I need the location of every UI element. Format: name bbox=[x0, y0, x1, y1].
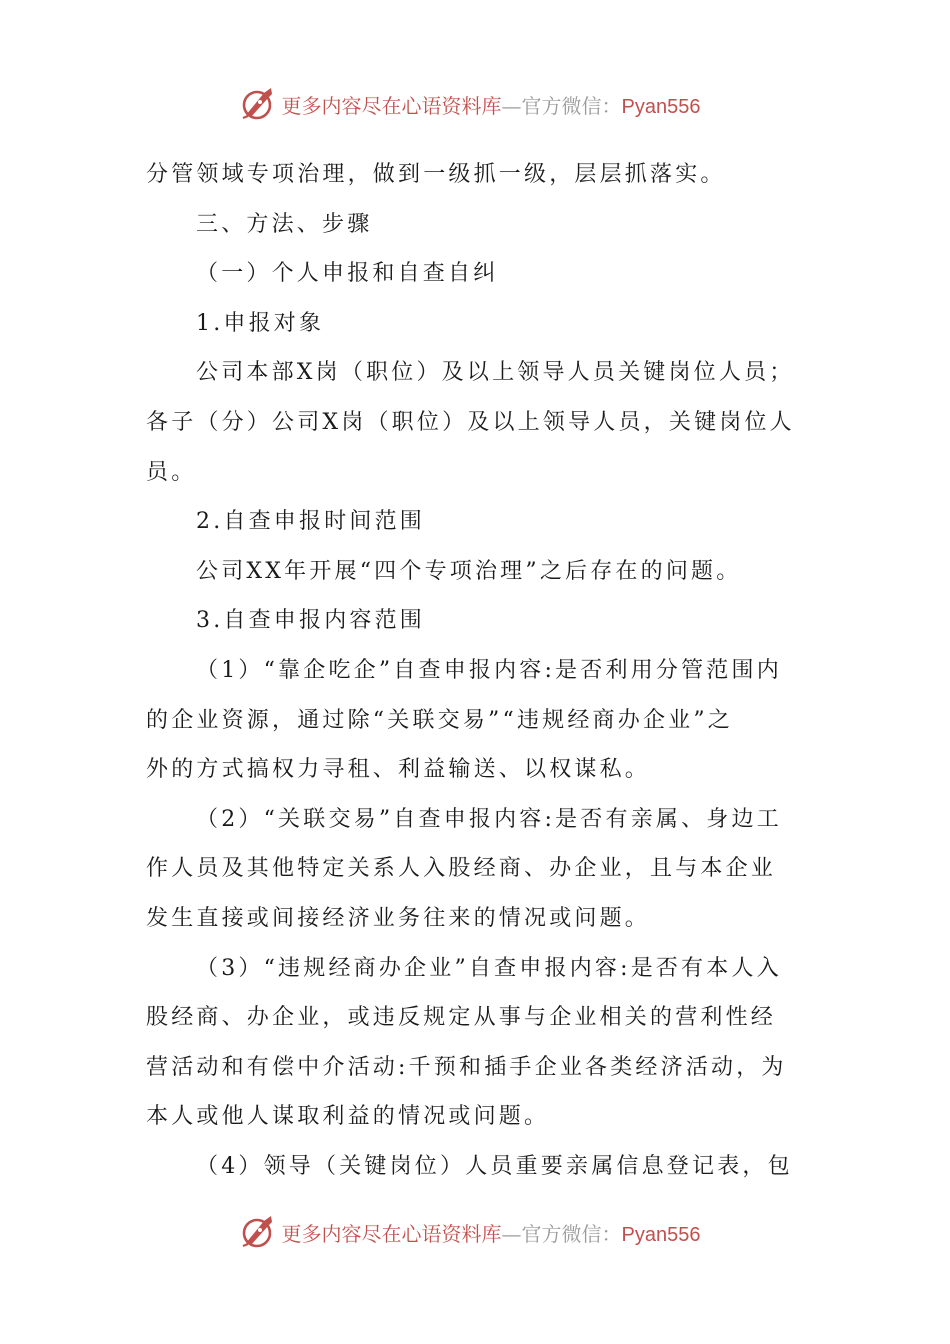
body-line: （1）“靠企吃企”自查申报内容:是否利用分管范围内 bbox=[196, 657, 782, 683]
body-line: 营活动和有偿中介活动:千预和插手企业各类经济活动，为 bbox=[146, 1054, 787, 1080]
banner-wechat-label: 官方微信： bbox=[521, 1221, 622, 1246]
item-heading: 3.自查申报内容范围 bbox=[196, 608, 425, 634]
pen-nib-circle-icon bbox=[238, 85, 276, 123]
banner-handle: Pyan556 bbox=[621, 95, 701, 118]
body-line: 本人或他人谋取利益的情况或问题。 bbox=[146, 1104, 550, 1130]
banner-dash: — bbox=[501, 93, 522, 118]
banner-main-text: 更多内容尽在心语资料库 bbox=[281, 1221, 502, 1246]
body-line: 公司本部X岗（职位）及以上领导人员关键岗位人员； bbox=[196, 360, 795, 386]
body-line: （3）“违规经商办企业”自查申报内容:是否有本人入 bbox=[196, 955, 782, 981]
subsection-heading: （一）个人申报和自查自纠 bbox=[196, 261, 499, 287]
footer-banner-inner bbox=[238, 1213, 701, 1251]
header-banner-inner bbox=[238, 85, 701, 123]
body-line: （2）“关联交易”自查申报内容:是否有亲属、身边工 bbox=[196, 806, 782, 832]
banner-handle: Pyan556 bbox=[621, 1223, 701, 1246]
banner-main-text: 更多内容尽在心语资料库 bbox=[281, 93, 502, 118]
document-body bbox=[146, 150, 806, 1191]
footer-banner-text bbox=[282, 1218, 701, 1247]
body-line: 各子（分）公司X岗（职位）及以上领导人员，关键岗位人 bbox=[146, 409, 795, 435]
section-heading: 三、方法、步骤 bbox=[196, 211, 373, 237]
body-line: 公司XX年开展“四个专项治理”之后存在的问题。 bbox=[196, 558, 742, 584]
pen-nib-circle-icon bbox=[238, 1213, 276, 1251]
body-line: 作人员及其他特定关系人入股经商、办企业，且与本企业 bbox=[146, 856, 777, 882]
body-line: 员。 bbox=[146, 459, 197, 485]
body-line: 外的方式搞权力寻租、利益输送、以权谋私。 bbox=[146, 757, 651, 783]
banner-dash: — bbox=[501, 1221, 522, 1246]
footer-banner bbox=[0, 1212, 950, 1252]
banner-wechat-label: 官方微信： bbox=[521, 93, 622, 118]
header-banner-text bbox=[282, 90, 701, 119]
body-line: （4）领导（关键岗位）人员重要亲属信息登记表，包 bbox=[196, 1153, 793, 1179]
item-heading: 1.申报对象 bbox=[196, 310, 325, 336]
item-heading: 2.自查申报时间范围 bbox=[196, 509, 425, 535]
body-line: 的企业资源，通过除“关联交易”“违规经商办企业”之 bbox=[146, 707, 733, 733]
body-line: 分管领域专项治理，做到一级抓一级，层层抓落实。 bbox=[146, 162, 726, 187]
body-line: 发生直接或间接经济业务往来的情况或问题。 bbox=[146, 905, 651, 931]
header-banner bbox=[0, 84, 950, 124]
body-line: 股经商、办企业，或违反规定从事与企业相关的营利性经 bbox=[146, 1005, 777, 1031]
